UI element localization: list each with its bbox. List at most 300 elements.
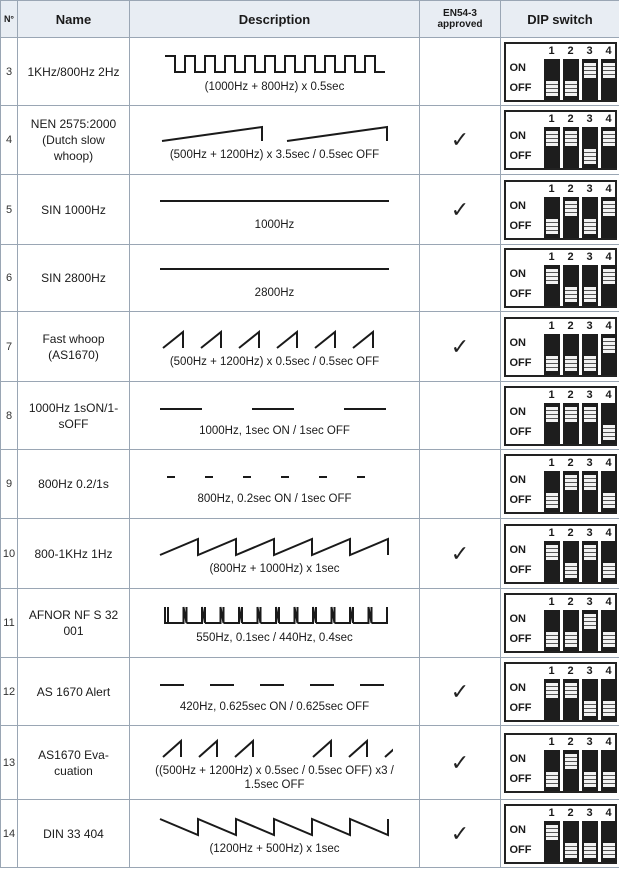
dip-number: 3 — [586, 596, 593, 608]
header-approved-line-2: approved — [437, 19, 483, 30]
dip-knob-off — [565, 81, 577, 96]
waveform-path — [163, 741, 393, 757]
dip-off-label: OFF — [509, 219, 532, 232]
dip-knob-off — [565, 563, 577, 578]
dip-switch-cell — [501, 312, 619, 382]
waveform-ramp-groups-icon — [157, 736, 393, 762]
dip-switch — [504, 248, 617, 308]
dip-number: 4 — [605, 664, 612, 677]
dip-switch — [504, 593, 617, 653]
check-mark-icon: ✓ — [450, 333, 470, 359]
tone-name-line: Fast whoop — [42, 331, 105, 346]
dip-knob-on — [546, 269, 558, 284]
tone-number: 9 — [1, 450, 18, 519]
dip-switch — [504, 733, 617, 793]
tone-description — [130, 38, 420, 106]
dip-number: 1 — [548, 806, 555, 819]
dip-number: 3 — [586, 44, 593, 57]
dip-number: 3 — [586, 113, 593, 125]
waveform-flat-icon — [157, 258, 393, 284]
tone-name-line: 001 — [63, 624, 84, 638]
dip-knob-on — [565, 754, 577, 769]
dip-number: 4 — [605, 182, 612, 195]
dip-knob-off — [603, 425, 615, 440]
dip-number: 2 — [567, 664, 574, 677]
dip-switch-cell — [501, 106, 619, 175]
tone-description-text: (500Hz + 1200Hz) x 0.5sec / 0.5sec OFF — [169, 355, 380, 368]
dip-numbers — [544, 665, 616, 677]
tone-number: 13 — [1, 726, 18, 800]
dip-switch-cell — [501, 175, 619, 245]
waveform-dash-medium-icon — [157, 672, 393, 698]
dip-number: 1 — [548, 44, 555, 57]
dip-switch-cell — [501, 589, 619, 658]
tone-description-text: (1200Hz + 500Hz) x 1sec — [209, 842, 340, 855]
dip-switch-1 — [544, 471, 560, 512]
dip-switch-1 — [544, 679, 560, 720]
dip-knob-on — [546, 131, 558, 146]
dip-number: 4 — [605, 113, 612, 125]
dip-number: 2 — [567, 806, 574, 819]
dip-knob-on — [584, 407, 596, 422]
dip-on-label: ON — [509, 823, 526, 836]
dip-knob-on — [584, 545, 596, 560]
dip-switch-3 — [582, 471, 598, 512]
dip-switch — [504, 524, 617, 584]
dip-switch-4 — [601, 610, 617, 651]
table-header-row — [1, 1, 619, 38]
dip-number: 1 — [548, 526, 555, 539]
dip-knob-off — [584, 287, 596, 302]
tone-name-line: AFNOR NF S 32 — [28, 608, 119, 622]
tone-name — [18, 106, 130, 175]
tone-name — [18, 658, 130, 726]
dip-numbers — [544, 457, 616, 469]
dip-number: 4 — [605, 44, 612, 57]
dip-switch-cell — [501, 38, 619, 106]
dip-switch-4 — [601, 403, 617, 444]
tone-description-text: 1000Hz — [254, 218, 295, 231]
tone-description — [130, 658, 420, 726]
dip-off-label: OFF — [509, 563, 532, 576]
dip-on-label: ON — [509, 752, 526, 765]
dip-on-label: ON — [509, 130, 526, 142]
table-row — [1, 38, 619, 106]
check-mark-icon: ✓ — [450, 127, 470, 152]
tone-name-line: AS 1670 Alert — [36, 684, 111, 699]
dip-switch — [504, 317, 617, 377]
table-row — [1, 519, 619, 589]
dip-number: 2 — [567, 388, 574, 401]
tone-name — [18, 382, 130, 450]
tone-name-line: 800-1KHz 1Hz — [34, 546, 113, 561]
tone-number: 11 — [1, 589, 18, 658]
tone-description-text: 550Hz, 0.1sec / 440Hz, 0.4sec — [196, 632, 353, 644]
dip-knob-on — [565, 475, 577, 490]
dip-on-label: ON — [509, 61, 526, 74]
dip-switch-4 — [601, 59, 617, 100]
waveform-flat-icon — [157, 190, 393, 216]
dip-off-label: OFF — [509, 425, 532, 438]
dip-numbers — [544, 183, 616, 195]
dip-switch-3 — [582, 541, 598, 582]
dip-knob-off — [546, 632, 558, 647]
dip-knob-off — [546, 219, 558, 234]
dip-switch-1 — [544, 197, 560, 238]
tone-name — [18, 800, 130, 868]
dip-switch-1 — [544, 610, 560, 651]
dip-switch-1 — [544, 265, 560, 306]
dip-number: 2 — [567, 44, 574, 57]
dip-knob-off — [584, 356, 596, 371]
tone-name-line: 800Hz 0.2/1s — [38, 477, 109, 491]
tone-description-text: 1.5sec OFF — [244, 778, 305, 791]
dip-switch-3 — [582, 610, 598, 651]
dip-switch-1 — [544, 821, 560, 862]
waveform-path — [165, 56, 385, 72]
dip-switch-4 — [601, 334, 617, 375]
table-row — [1, 175, 619, 245]
dip-number: 1 — [548, 457, 555, 469]
dip-number: 1 — [548, 182, 555, 195]
dip-number: 4 — [605, 457, 612, 469]
dip-switch-cell — [501, 450, 619, 519]
dip-knob-off — [603, 701, 615, 716]
dip-number: 3 — [586, 806, 593, 819]
en54-approval — [420, 38, 501, 106]
dip-switch-1 — [544, 750, 560, 791]
en54-approval — [420, 245, 501, 312]
dip-number: 4 — [605, 806, 612, 819]
dip-on-label: ON — [509, 405, 526, 418]
dip-switch-4 — [601, 750, 617, 791]
dip-switch — [504, 42, 617, 102]
header-approved — [420, 1, 501, 38]
en54-approval — [420, 519, 501, 589]
dip-knob-off — [565, 356, 577, 371]
dip-number: 3 — [586, 664, 593, 677]
dip-switch-cell — [501, 519, 619, 589]
dip-off-label: OFF — [509, 701, 532, 714]
dip-number: 4 — [605, 596, 612, 608]
dip-number: 3 — [586, 457, 593, 469]
dip-knob-on — [584, 475, 596, 490]
dip-switch-3 — [582, 265, 598, 306]
dip-switch-2 — [563, 610, 579, 651]
dip-knob-off — [603, 632, 615, 647]
waveform-saw-up-icon — [157, 534, 393, 560]
dip-knob-off — [546, 772, 558, 787]
dip-number: 4 — [605, 388, 612, 401]
dip-switch-2 — [563, 679, 579, 720]
tone-name-line: SIN 2800Hz — [41, 271, 106, 285]
tone-number: 10 — [1, 519, 18, 589]
dip-knob-off — [565, 843, 577, 858]
dip-number: 2 — [567, 319, 574, 332]
dip-switch-3 — [582, 679, 598, 720]
tone-name-line: 1000Hz 1sON/1- — [28, 400, 119, 415]
dip-numbers — [544, 736, 616, 748]
table-row — [1, 312, 619, 382]
dip-number: 2 — [567, 735, 574, 748]
dip-number: 1 — [548, 735, 555, 748]
tone-number: 8 — [1, 382, 18, 450]
dip-switch-4 — [601, 541, 617, 582]
tone-number: 14 — [1, 800, 18, 868]
dip-switch-4 — [601, 265, 617, 306]
waveform-path — [160, 819, 388, 835]
dip-number: 1 — [548, 319, 555, 332]
tone-description — [130, 519, 420, 589]
tone-number: 7 — [1, 312, 18, 382]
tone-name-line: 1KHz/800Hz 2Hz — [27, 64, 120, 79]
dip-numbers — [544, 596, 616, 608]
check-mark-icon: ✓ — [450, 820, 470, 846]
dip-numbers — [544, 113, 616, 125]
waveform-ramp-fast-icon — [157, 327, 393, 353]
dip-switch-3 — [582, 197, 598, 238]
waveform-ramp-slow-icon — [157, 120, 393, 146]
tone-description — [130, 245, 420, 312]
tone-name-line: sOFF — [58, 416, 89, 431]
tone-name-line: (Dutch slow — [42, 133, 105, 147]
dip-number: 3 — [586, 388, 593, 401]
dip-number: 2 — [567, 457, 574, 469]
tone-number: 6 — [1, 245, 18, 312]
tone-name-line: AS1670 Eva- — [38, 747, 109, 762]
en54-approval — [420, 106, 501, 175]
dip-number: 1 — [548, 251, 555, 263]
dip-number: 1 — [548, 113, 555, 125]
dip-knob-off — [584, 219, 596, 234]
dip-knob-off — [584, 843, 596, 858]
tone-number: 3 — [1, 38, 18, 106]
tone-number: 4 — [1, 106, 18, 175]
tone-description-text: (800Hz + 1000Hz) x 1sec — [209, 562, 340, 575]
tone-name — [18, 450, 130, 519]
table-row — [1, 106, 619, 175]
tone-name — [18, 726, 130, 800]
dip-knob-on — [546, 825, 558, 840]
dip-knob-off — [584, 149, 596, 164]
dip-switch-4 — [601, 821, 617, 862]
check-mark-icon: ✓ — [450, 749, 470, 775]
dip-switch-4 — [601, 127, 617, 168]
dip-number: 4 — [605, 735, 612, 748]
tone-rows — [1, 38, 619, 868]
tone-name-line: SIN 1000Hz — [41, 202, 106, 217]
dip-off-label: OFF — [509, 150, 532, 162]
waveform-path — [160, 539, 388, 555]
dip-knob-on — [565, 131, 577, 146]
dip-number: 2 — [567, 182, 574, 195]
table-row — [1, 382, 619, 450]
dip-switch-cell — [501, 245, 619, 312]
dip-switch-cell — [501, 658, 619, 726]
dip-off-label: OFF — [509, 356, 532, 369]
dip-knob-off — [584, 772, 596, 787]
dip-switch-2 — [563, 265, 579, 306]
tone-description — [130, 312, 420, 382]
dip-off-label: OFF — [509, 494, 532, 506]
tone-description-text: ((500Hz + 1200Hz) x 0.5sec / 0.5sec OFF) x3 / — [155, 764, 394, 777]
dip-switch-4 — [601, 679, 617, 720]
dip-knob-on — [603, 63, 615, 78]
dip-switch-3 — [582, 821, 598, 862]
dip-switch-1 — [544, 59, 560, 100]
dip-switch-1 — [544, 127, 560, 168]
waveform-path — [165, 607, 387, 623]
dip-switch-2 — [563, 471, 579, 512]
waveform-square-wide-icon — [157, 52, 393, 78]
tone-description-text: (1000Hz + 800Hz) x 0.5sec — [204, 80, 345, 93]
dip-on-label: ON — [509, 268, 526, 280]
en54-approval — [420, 589, 501, 658]
tone-name — [18, 38, 130, 106]
dip-on-label: ON — [509, 681, 526, 694]
dip-numbers — [544, 527, 616, 539]
tone-name — [18, 312, 130, 382]
header-approved-line-1: EN54-3 — [443, 8, 477, 19]
dip-knob-on — [565, 201, 577, 216]
waveform-saw-down-icon — [157, 814, 393, 840]
dip-number: 1 — [548, 596, 555, 608]
dip-knob-on — [603, 269, 615, 284]
dip-knob-off — [603, 843, 615, 858]
table-row — [1, 800, 619, 868]
header-name: Name — [18, 1, 130, 38]
tone-name-line: DIN 33 404 — [43, 826, 104, 841]
dip-knob-on — [584, 63, 596, 78]
tone-name — [18, 589, 130, 658]
dip-number: 3 — [586, 251, 593, 263]
tone-number: 12 — [1, 658, 18, 726]
dip-knob-off — [584, 701, 596, 716]
dip-knob-on — [584, 614, 596, 629]
tone-description — [130, 175, 420, 245]
en54-approval — [420, 726, 501, 800]
table-row — [1, 726, 619, 800]
tone-description — [130, 106, 420, 175]
dip-number: 2 — [567, 251, 574, 263]
dip-switch-cell — [501, 726, 619, 800]
en54-approval — [420, 450, 501, 519]
dip-on-label: ON — [509, 199, 526, 212]
dip-on-label: ON — [509, 474, 526, 486]
dip-switch-2 — [563, 541, 579, 582]
tone-name-line: NEN 2575:2000 — [30, 117, 117, 131]
dip-knob-on — [565, 683, 577, 698]
dip-switch-3 — [582, 403, 598, 444]
dip-switch-3 — [582, 127, 598, 168]
dip-number: 2 — [567, 596, 574, 608]
dip-knob-on — [603, 338, 615, 353]
tone-description-text: 1000Hz, 1sec ON / 1sec OFF — [199, 424, 350, 437]
dip-off-label: OFF — [509, 843, 532, 856]
tone-name-line: (AS1670) — [48, 347, 99, 362]
tone-description — [130, 450, 420, 519]
dip-switch-2 — [563, 334, 579, 375]
en54-approval — [420, 175, 501, 245]
check-mark-icon: ✓ — [450, 196, 470, 222]
dip-switch-1 — [544, 541, 560, 582]
dip-switch — [504, 110, 617, 170]
waveform-path — [162, 127, 387, 141]
dip-switch-1 — [544, 334, 560, 375]
header-number: N° — [1, 1, 18, 38]
dip-on-label: ON — [509, 336, 526, 349]
dip-off-label: OFF — [509, 288, 532, 300]
dip-switch — [504, 804, 617, 864]
waveform-path — [163, 332, 373, 348]
dip-number: 3 — [586, 526, 593, 539]
dip-switch-cell — [501, 800, 619, 868]
tone-name-line: whoop) — [53, 149, 94, 163]
dip-number: 4 — [605, 526, 612, 539]
tone-description-text: 420Hz, 0.625sec ON / 0.625sec OFF — [179, 700, 370, 713]
check-mark-icon: ✓ — [450, 678, 470, 704]
dip-switch-4 — [601, 197, 617, 238]
dip-knob-off — [565, 632, 577, 647]
tone-description-text: 2800Hz — [254, 287, 295, 299]
header-dip-switch: DIP switch — [501, 1, 619, 38]
en54-approval — [420, 800, 501, 868]
dip-numbers — [544, 389, 616, 401]
tone-number: 5 — [1, 175, 18, 245]
table-row — [1, 658, 619, 726]
dip-on-label: ON — [509, 543, 526, 556]
dip-switch-2 — [563, 750, 579, 791]
dip-switch — [504, 662, 617, 722]
header-description: Description — [130, 1, 420, 38]
dip-switch-4 — [601, 471, 617, 512]
waveform-dash-short-icon — [157, 464, 393, 490]
dip-switch — [504, 386, 617, 446]
dip-off-label: OFF — [509, 633, 532, 645]
dip-numbers — [544, 320, 616, 332]
check-mark-icon: ✓ — [450, 540, 470, 566]
tone-description-text: (500Hz + 1200Hz) x 3.5sec / 0.5sec OFF — [169, 149, 380, 161]
dip-number: 4 — [605, 251, 612, 263]
table-row — [1, 589, 619, 658]
tone-description — [130, 382, 420, 450]
waveform-square-narrow-icon — [157, 603, 393, 629]
dip-knob-off — [603, 493, 615, 508]
dip-knob-on — [546, 683, 558, 698]
dip-switch-1 — [544, 403, 560, 444]
tone-name — [18, 519, 130, 589]
dip-knob-off — [546, 493, 558, 508]
en54-approval — [420, 382, 501, 450]
dip-on-label: ON — [509, 613, 526, 625]
dip-switch-3 — [582, 59, 598, 100]
dip-switch-3 — [582, 334, 598, 375]
dip-switch-2 — [563, 197, 579, 238]
dip-knob-on — [546, 407, 558, 422]
dip-switch-2 — [563, 403, 579, 444]
dip-switch-3 — [582, 750, 598, 791]
tone-name-line: cuation — [54, 763, 93, 778]
dip-switch — [504, 180, 617, 240]
dip-knob-on — [603, 131, 615, 146]
dip-knob-on — [546, 545, 558, 560]
dip-numbers — [544, 45, 616, 57]
dip-number: 2 — [567, 113, 574, 125]
dip-switch-2 — [563, 59, 579, 100]
dip-number: 1 — [548, 388, 555, 401]
table-row — [1, 450, 619, 519]
tone-name — [18, 175, 130, 245]
